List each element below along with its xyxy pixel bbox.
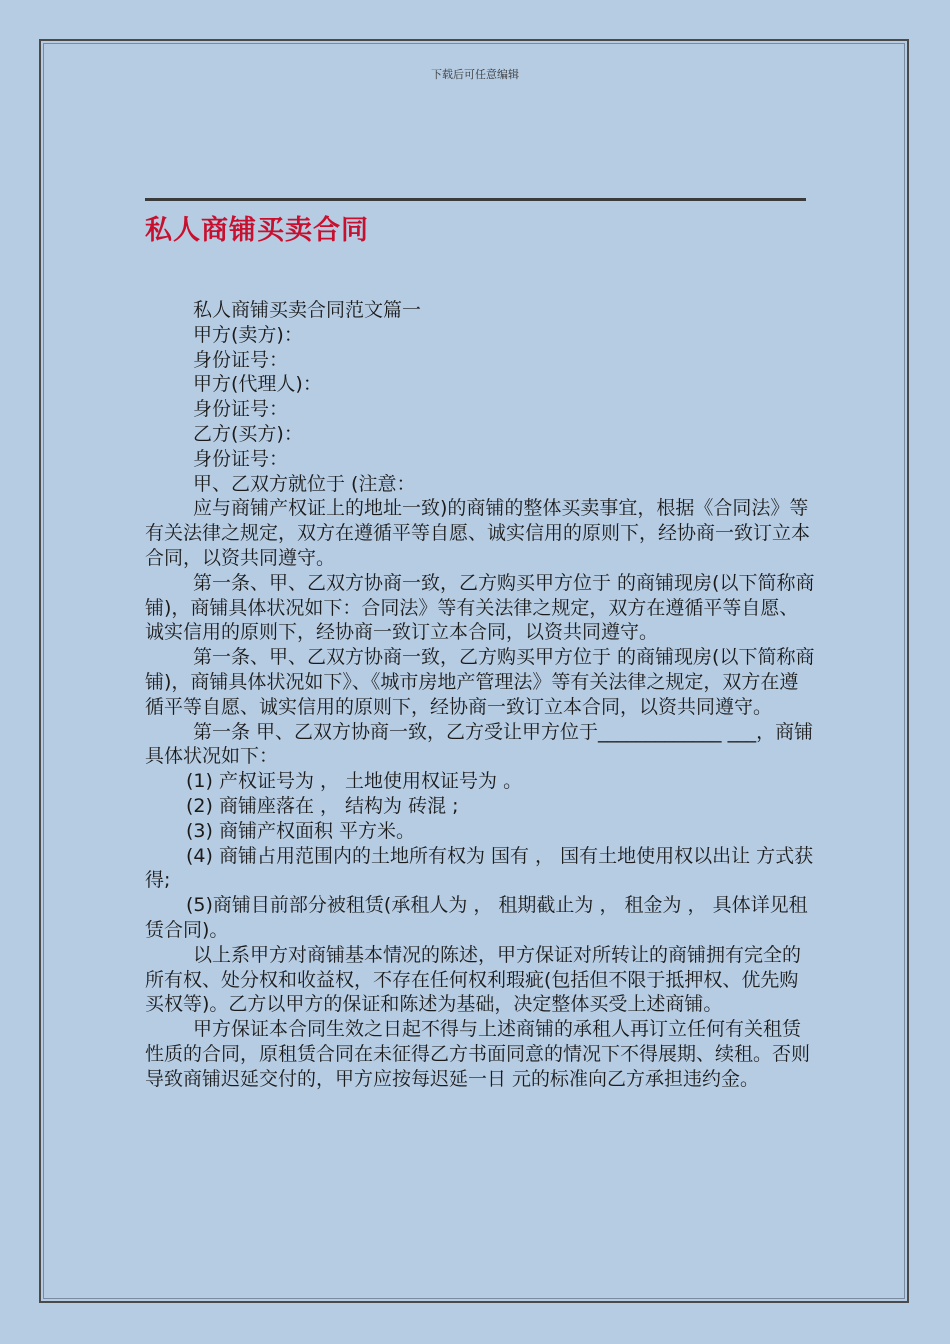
document-body — [145, 298, 817, 1092]
lease-paragraph: 甲方保证本合同生效之日起不得与上述商铺的承租人再订立任何有关租赁性质的合同，原租赁合同在未征得乙方书面同意的情况下不得展期、续租。否则导致商铺迟延交付的，甲方应按每迟延一日 元的标准向乙方承担违约金。 — [145, 1018, 811, 1090]
party-a-seller-line: 甲方(卖方)： — [193, 323, 303, 346]
party-a-agent-line: 甲方(代理人)： — [193, 373, 322, 396]
article-one-paragraph-a: 第一条、甲、乙双方协商一致，乙方购买甲方位于 的商铺现房(以下简称商铺)，商铺具体状况如下：合同法》等有关法律之规定，双方在遵循平等自愿、诚实信用的原则下，经协商一致订立本合同，以资共同遵守。 — [145, 571, 815, 644]
article-one-paragraph-c: 第一条 甲、乙双方协商一致，乙方受让甲方位于_____________ ___，商铺具体状况如下： — [145, 720, 814, 768]
party-a-id-line: 身份证号： — [193, 348, 289, 371]
title-rule — [145, 198, 806, 201]
paragraph-heading: 私人商铺买卖合同范文篇一 — [193, 299, 422, 321]
preamble-paragraph: 应与商铺产权证上的地址一致)的商铺的整体买卖事宜，根据《合同法》等有关法律之规定，双方在遵循平等自愿、诚实信用的原则下，经协商一致订立本合同，以资共同遵守。 — [145, 497, 811, 569]
party-b-buyer-line: 乙方(买方)： — [193, 422, 303, 445]
location-line: 甲、乙双方就位于 (注意： — [193, 472, 416, 495]
article-one-paragraph-b: 第一条、甲、乙双方协商一致，乙方购买甲方位于 的商铺现房(以下简称商铺)，商铺具体状况如下》、《城市房地产管理法》等有关法律之规定，双方在遵循平等自愿、诚实信用的原则下，经协商一致订立本合同，以资共同遵守。 — [145, 646, 815, 718]
party-b-id-line: 身份证号： — [193, 447, 289, 470]
item-3: (3) 商铺产权面积 平方米。 — [186, 819, 415, 842]
item-2: (2) 商铺座落在 ， 结构为 砖混 ; — [186, 794, 459, 817]
party-a-agent-id-line: 身份证号： — [193, 398, 289, 421]
header-note: 下载后可任意编辑 — [431, 68, 519, 81]
document-title: 私人商铺买卖合同 — [145, 215, 369, 246]
item-4: (4) 商铺占用范围内的土地所有权为 国有 ， 国有土地使用权以出让 方式获得; — [145, 844, 814, 892]
warranty-paragraph: 以上系甲方对商铺基本情况的陈述，甲方保证对所转让的商铺拥有完全的所有权、处分权和收益权，不存在任何权利瑕疵(包括但不限于抵押权、优先购买权等)。乙方以甲方的保证和陈述为基础，决定整体买受上述商铺。 — [145, 943, 802, 1016]
item-5: (5)商铺目前部分被租赁(承租人为 ， 租期截止为 ， 租金为 ， 具体详见租赁合同)。 — [145, 894, 808, 941]
item-1: (1) 产权证号为 ， 土地使用权证号为 。 — [186, 770, 523, 793]
